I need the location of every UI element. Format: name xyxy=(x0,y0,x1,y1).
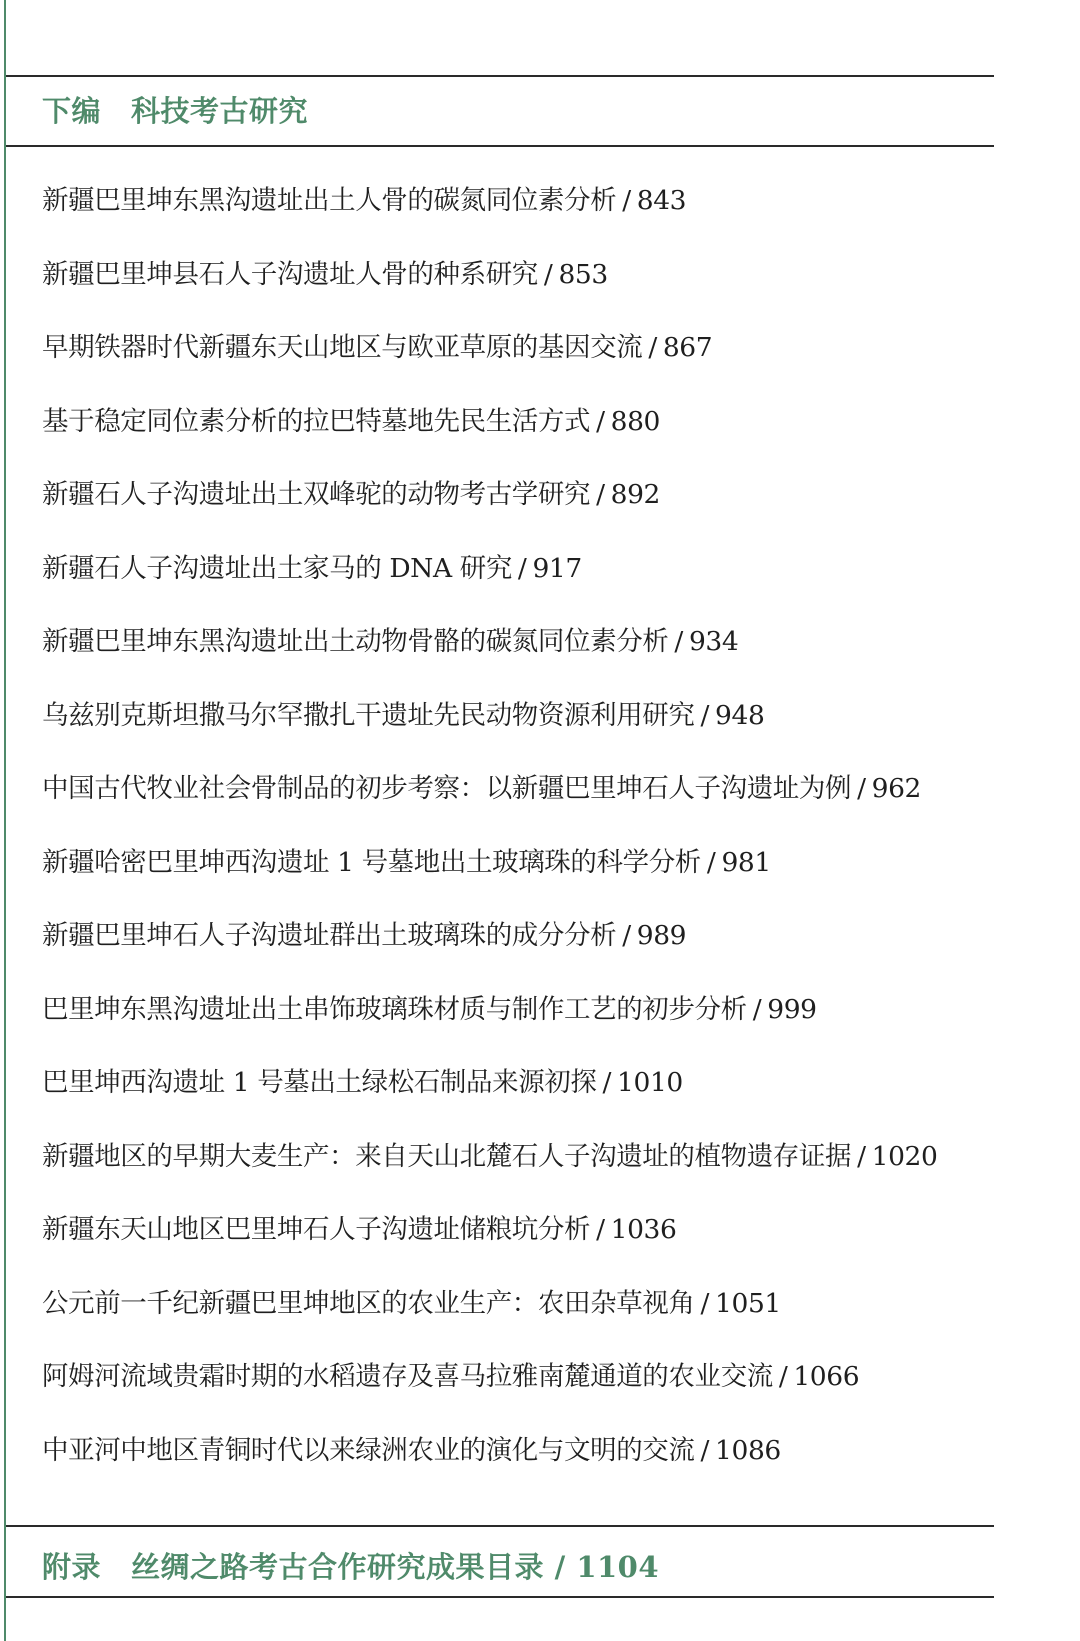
toc-entry-page: 892 xyxy=(610,479,661,510)
toc-entry[interactable] xyxy=(42,180,992,254)
toc-list xyxy=(42,180,992,1503)
toc-entry-title: 新疆东天山地区巴里坤石人子沟遗址储粮坑分析 xyxy=(42,1214,591,1245)
toc-entry[interactable] xyxy=(42,695,992,769)
toc-entry-page: 1066 xyxy=(793,1361,860,1392)
toc-entry-title: 巴里坤西沟遗址 1 号墓出土绿松石制品来源初探 xyxy=(42,1067,597,1098)
toc-entry-title: 中亚河中地区青铜时代以来绿洲农业的演化与文明的交流 xyxy=(42,1434,695,1466)
toc-entry-page: 1020 xyxy=(871,1140,938,1172)
toc-entry[interactable] xyxy=(42,254,992,328)
toc-entry-title: 中国古代牧业社会骨制品的初步考察：以新疆巴里坤石人子沟遗址为例 xyxy=(42,773,852,804)
toc-entry-page: 880 xyxy=(610,405,661,437)
toc-entry-separator: / xyxy=(517,552,527,584)
toc-entry-separator: / xyxy=(543,258,553,290)
toc-entry-title: 新疆石人子沟遗址出土家马的 DNA 研究 xyxy=(42,552,512,584)
appendix-header[interactable] xyxy=(42,1545,659,1586)
toc-entry-title: 新疆石人子沟遗址出土双峰驼的动物考古学研究 xyxy=(42,479,591,510)
toc-entry-page: 1036 xyxy=(610,1214,677,1245)
toc-entry-separator: / xyxy=(752,993,762,1025)
toc-entry-page: 989 xyxy=(636,920,687,951)
toc-entry-separator: / xyxy=(648,332,657,363)
toc-entry[interactable] xyxy=(42,842,992,916)
toc-entry[interactable] xyxy=(42,989,992,1063)
left-margin-rule xyxy=(4,0,6,1641)
appendix-rule-lower xyxy=(6,1596,994,1598)
toc-entry-separator: / xyxy=(857,1140,866,1172)
appendix-title: 丝绸之路考古合作研究成果目录 xyxy=(131,1550,545,1584)
toc-entry-separator: / xyxy=(596,405,605,437)
toc-entry[interactable] xyxy=(42,1062,992,1136)
toc-entry-title: 巴里坤东黑沟遗址出土串饰玻璃珠材质与制作工艺的初步分析 xyxy=(42,993,747,1025)
toc-entry-title: 乌兹别克斯坦撒马尔罕撒扎干遗址先民动物资源利用研究 xyxy=(42,699,695,731)
toc-entry-separator: / xyxy=(700,1434,710,1466)
toc-entry-title: 公元前一千纪新疆巴里坤地区的农业生产：农田杂草视角 xyxy=(42,1287,695,1319)
toc-entry-page: 981 xyxy=(721,846,771,878)
toc-entry[interactable] xyxy=(42,1283,992,1357)
appendix-label: 附录 xyxy=(42,1550,102,1584)
toc-entry-title: 新疆巴里坤县石人子沟遗址人骨的种系研究 xyxy=(42,258,538,290)
toc-entry[interactable] xyxy=(42,768,992,842)
toc-entry-separator: / xyxy=(700,1287,710,1319)
toc-entry-page: 853 xyxy=(558,258,608,290)
toc-entry-title: 新疆巴里坤东黑沟遗址出土人骨的碳氮同位素分析 xyxy=(42,185,617,216)
toc-entry-separator: / xyxy=(622,185,631,216)
toc-entry-page: 999 xyxy=(767,993,817,1025)
toc-entry[interactable] xyxy=(42,1430,992,1504)
toc-entry[interactable] xyxy=(42,1136,992,1210)
toc-entry-page: 962 xyxy=(871,773,922,804)
toc-entry-separator: / xyxy=(622,920,631,951)
toc-entry-page: 948 xyxy=(715,699,765,731)
toc-entry[interactable] xyxy=(42,1356,992,1430)
toc-entry-separator: / xyxy=(602,1067,612,1098)
toc-entry-page: 867 xyxy=(662,332,713,363)
toc-entry-page: 1086 xyxy=(715,1434,781,1466)
toc-entry[interactable] xyxy=(42,401,992,475)
toc-entry[interactable] xyxy=(42,915,992,989)
toc-entry-title: 早期铁器时代新疆东天山地区与欧亚草原的基因交流 xyxy=(42,332,643,363)
toc-entry[interactable] xyxy=(42,327,992,401)
top-section-rule-upper xyxy=(6,75,994,77)
toc-entry-title: 新疆巴里坤石人子沟遗址群出土玻璃珠的成分分析 xyxy=(42,920,617,951)
toc-entry-title: 新疆地区的早期大麦生产：来自天山北麓石人子沟遗址的植物遗存证据 xyxy=(42,1140,852,1172)
toc-entry-title: 新疆哈密巴里坤西沟遗址 1 号墓地出土玻璃珠的科学分析 xyxy=(42,846,701,878)
toc-entry-separator: / xyxy=(596,1214,605,1245)
appendix-rule-upper xyxy=(6,1525,994,1527)
toc-entry[interactable] xyxy=(42,1209,992,1283)
toc-entry-separator: / xyxy=(857,773,866,804)
toc-entry-page: 843 xyxy=(636,185,687,216)
appendix-separator: / xyxy=(544,1550,577,1584)
toc-entry[interactable] xyxy=(42,548,992,622)
section-title: 科技考古研究 xyxy=(131,94,309,128)
section-label: 下编 xyxy=(42,94,102,128)
toc-entry-page: 1051 xyxy=(715,1287,781,1319)
toc-entry-title: 基于稳定同位素分析的拉巴特墓地先民生活方式 xyxy=(42,405,591,437)
toc-entry-separator: / xyxy=(700,699,710,731)
toc-entry-separator: / xyxy=(674,626,683,657)
appendix-page: 1104 xyxy=(576,1550,660,1584)
toc-entry-title: 新疆巴里坤东黑沟遗址出土动物骨骼的碳氮同位素分析 xyxy=(42,626,669,657)
toc-entry-title: 阿姆河流域贵霜时期的水稻遗存及喜马拉雅南麓通道的农业交流 xyxy=(42,1361,773,1392)
toc-entry[interactable] xyxy=(42,474,992,548)
toc-entry-page: 934 xyxy=(688,626,739,657)
top-section-header[interactable] xyxy=(42,89,308,130)
toc-entry-separator: / xyxy=(706,846,716,878)
toc-entry[interactable] xyxy=(42,621,992,695)
toc-entry-page: 917 xyxy=(532,552,582,584)
top-section-rule-lower xyxy=(6,145,994,147)
toc-entry-separator: / xyxy=(596,479,605,510)
toc-entry-page: 1010 xyxy=(617,1067,683,1098)
toc-entry-separator: / xyxy=(778,1361,788,1392)
